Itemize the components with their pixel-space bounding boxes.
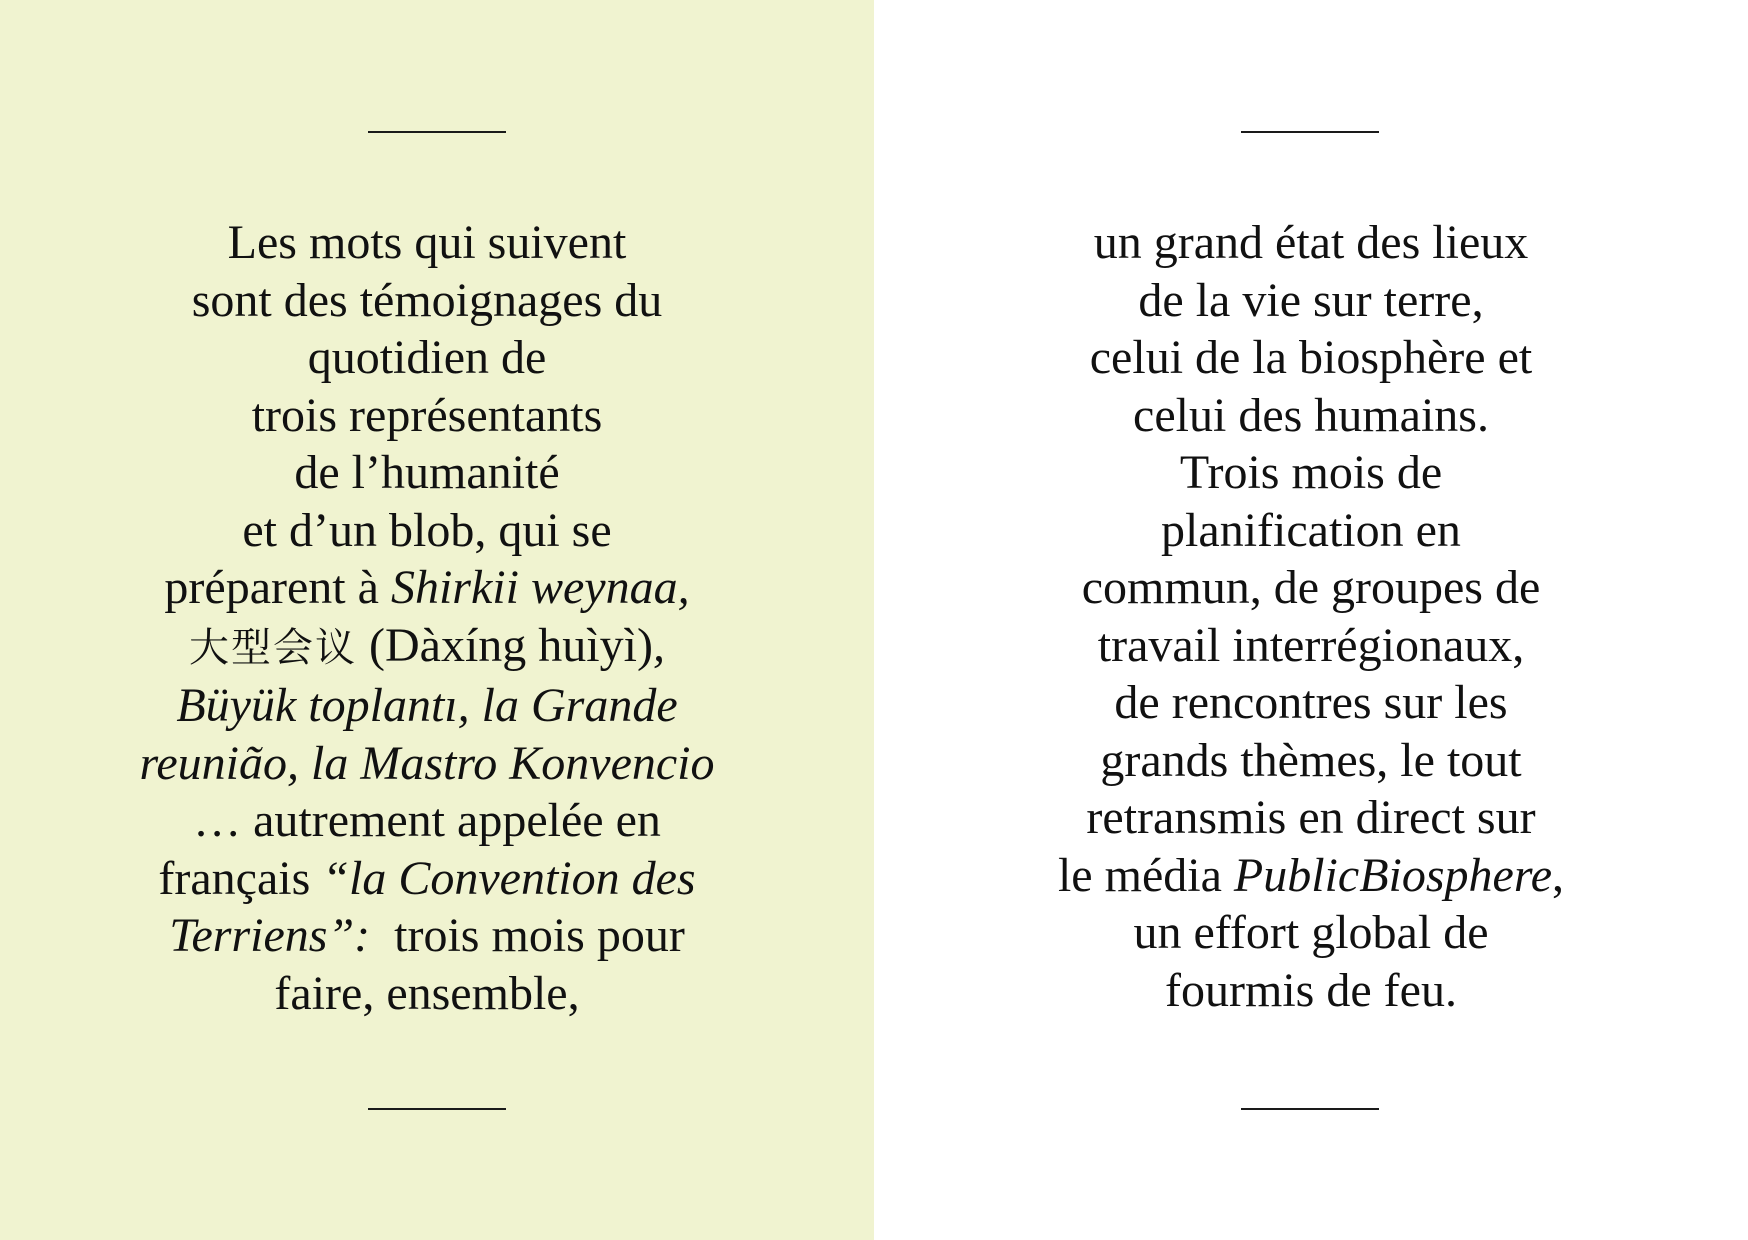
text-line: reunião, la Mastro Konvencio — [139, 736, 715, 790]
text-line: … autrement appelée en — [193, 794, 661, 847]
right-page — [874, 0, 1748, 1240]
text-line: celui des humains. — [1133, 388, 1489, 442]
text-line: sont des témoignages du — [191, 273, 663, 327]
text-line: Terriens”: trois mois pour — [169, 909, 685, 962]
text-line: 大型会议 (Dàxíng huìyì), — [189, 618, 665, 672]
text-line: français “la Convention des — [158, 851, 696, 905]
text-line: fourmis de feu. — [1165, 963, 1457, 1017]
text-line: préparent à Shirkii weynaa, — [164, 561, 690, 614]
text-line: de l’humanité — [294, 446, 560, 499]
left-page-text — [27, 214, 827, 1022]
bottom-rule-right — [1241, 1108, 1379, 1110]
text-line: et d’un blob, qui se — [242, 503, 612, 557]
top-rule-left — [368, 131, 506, 133]
text-line: faire, ensemble, — [274, 966, 580, 1020]
text-line: commun, de groupes de — [1081, 561, 1541, 614]
text-line: de la vie sur terre, — [1138, 273, 1484, 327]
text-line: un effort global de — [1133, 906, 1489, 959]
text-line: planification en — [1161, 503, 1461, 557]
text-line: le média PublicBiosphere, — [1057, 848, 1565, 902]
text-line: trois représentants — [251, 388, 603, 442]
text-line: celui de la biosphère et — [1089, 331, 1533, 384]
text-line: de rencontres sur les — [1114, 676, 1508, 729]
text-line: Trois mois de — [1179, 446, 1443, 499]
text-line: retransmis en direct sur — [1086, 791, 1536, 844]
chinese-term: 大型会议 — [189, 624, 358, 671]
top-rule-right — [1241, 131, 1379, 133]
text-line: travail interrégionaux, — [1097, 618, 1525, 672]
text-line: Büyük toplantı, la Grande — [176, 679, 678, 732]
text-line: grands thèmes, le tout — [1100, 733, 1522, 787]
right-page-text — [874, 214, 1748, 1019]
text-line: un grand état des lieux — [1093, 216, 1529, 269]
bottom-rule-left — [368, 1108, 506, 1110]
text-line: Les mots qui suivent — [227, 216, 627, 269]
text-line: quotidien de — [307, 331, 547, 384]
